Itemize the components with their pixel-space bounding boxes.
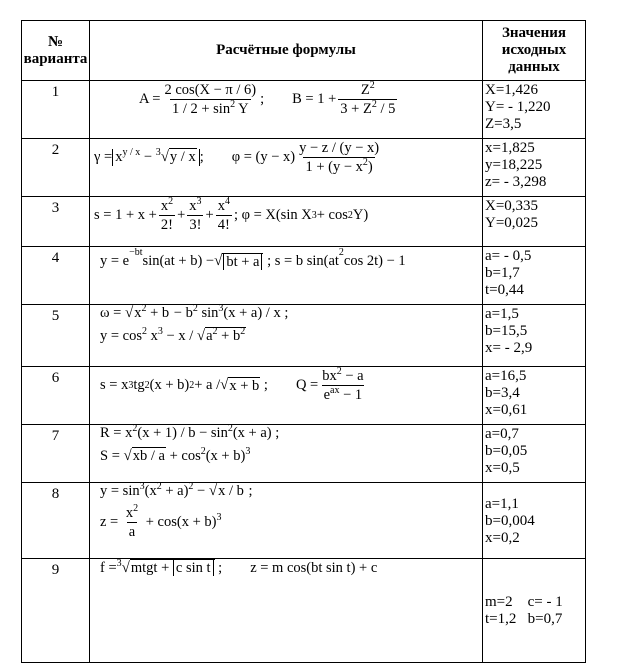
formula-cell: $y = \sin^3(x^2 + a)^2 - √x / b$ ; z = $\frac{x^2}{a}$ + $\cos(x + b)^3$ <box>90 483 483 559</box>
variant-number: 9 <box>22 559 90 663</box>
variant-number: 1 <box>22 81 90 139</box>
variant-number: 6 <box>22 367 90 425</box>
values-cell: a=1,1 b=0,004 x=0,2 <box>483 483 586 559</box>
values-cell: a=1,5 b=15,5 x= - 2,9 <box>483 305 586 367</box>
formula-cell: $R = x^2(x + 1) / b - \sin^2(x + a)$ ; $S = √xb / a + \cos^2(x + b)^3$ <box>90 425 483 483</box>
formula-cell: s = 1 + x + $\frac{x^2}{2!}$ + $\frac{x^3}{3!}$ + $\frac{x^4}{4!}$ ; φ = X(sin X 3 + cos 2 Y) <box>90 197 483 247</box>
table-row <box>22 139 586 197</box>
variant-number: 5 <box>22 305 90 367</box>
variant-number: 2 <box>22 139 90 197</box>
table-row <box>22 559 586 663</box>
formula-table <box>21 20 586 663</box>
header-values: Значения исходных данных <box>483 21 586 81</box>
formula-cell: s = x 3 tg 2 (x + b) 2 + a / √ x + b ; Q = $\frac{bx^2 - a}{e^{ax} - 1}$ <box>90 367 483 425</box>
table-row <box>22 247 586 305</box>
values-cell: a=16,5 b=3,4 x=0,61 <box>483 367 586 425</box>
values-cell: x=1,825 y=18,225 z= - 3,298 <box>483 139 586 197</box>
table-row <box>22 305 586 367</box>
table-row <box>22 425 586 483</box>
variant-number: 4 <box>22 247 90 305</box>
values-cell: a=0,7 b=0,05 x=0,5 <box>483 425 586 483</box>
variant-number: 8 <box>22 483 90 559</box>
table-row <box>22 483 586 559</box>
values-cell: X=0,335 Y=0,025 <box>483 197 586 247</box>
variant-number: 7 <box>22 425 90 483</box>
formula-cell: A = $\frac{2 \cos(X - \pi / 6)}{1 / 2 + \sin^2 Y}$ ; B = 1 + $\frac{Z^2}{3 + Z^2 / 5}$ <box>90 81 483 139</box>
table-row <box>22 367 586 425</box>
variant-number: 3 <box>22 197 90 247</box>
table-row <box>22 81 586 139</box>
values-cell: X=1,426 Y= - 1,220 Z=3,5 <box>483 81 586 139</box>
formula-cell: f = $^3$√ mtgt + c sin t ; z = m cos(bt sin t) + c <box>90 559 483 663</box>
values-cell: m=2 c= - 1 t=1,2 b=0,7 <box>483 559 586 663</box>
header-variant: № варианта <box>22 21 90 81</box>
formula-cell: γ = $x^{y / x} - ^3√y / x$ ; φ = (y − x) $\frac{y - z / (y - x)}{1 + (y - x^2)}$ <box>90 139 483 197</box>
table-row <box>22 197 586 247</box>
header-formulas: Расчётные формулы <box>90 21 483 81</box>
values-cell: a= - 0,5 b=1,7 t=0,44 <box>483 247 586 305</box>
formula-cell: y = e −bt sin(at + b) − √ bt + a ; s = b sin(at 2 cos 2t) − 1 <box>90 247 483 305</box>
formula-cell: $\omega = √x^2 + b - b^2$ $\sin^3(x + a) / x$ ; $y = \cos^2 x^3 - x / √a^2 + b^2$ <box>90 305 483 367</box>
